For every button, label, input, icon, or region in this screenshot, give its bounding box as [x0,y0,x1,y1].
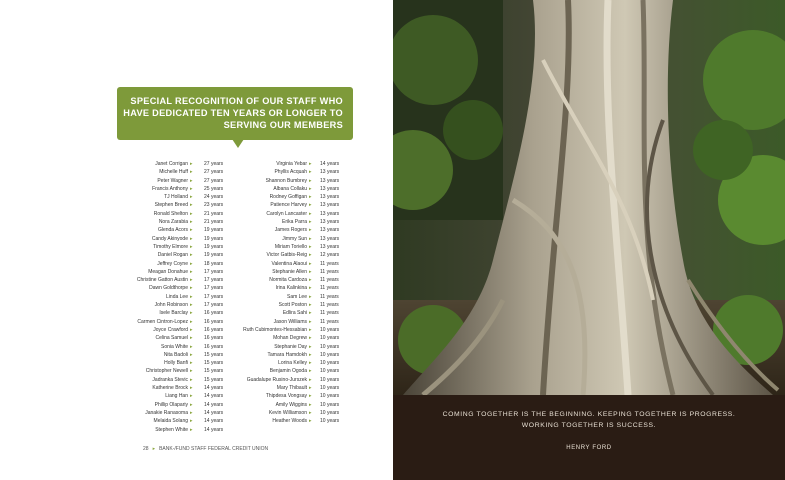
bullet-arrow-icon: ▸ [309,293,312,300]
right-page [393,0,785,480]
staff-years: 13 years [320,210,340,217]
staff-years: 16 years [204,343,224,350]
staff-row [112,226,252,234]
staff-years: 13 years [320,235,340,242]
staff-years: 16 years [204,326,224,333]
page-footer [143,446,268,452]
staff-name: Virginia Yebar [276,161,307,167]
staff-name: Ruth Cubimontes-Hessabian [243,326,307,333]
bullet-arrow-icon: ▸ [190,335,193,342]
bullet-arrow-icon: ▸ [309,376,312,383]
bullet-arrow-icon: ▸ [190,235,193,242]
staff-name: Kevin Williamson [268,409,307,416]
staff-row [112,260,252,268]
bullet-arrow-icon: ▸ [309,268,312,275]
staff-years: 10 years [320,343,340,350]
staff-years: 10 years [320,360,340,367]
staff-years: 27 years [204,161,224,167]
staff-years: 13 years [320,177,340,184]
staff-years: 14 years [204,418,224,425]
staff-years: 11 years [320,293,339,300]
staff-years: 16 years [204,335,224,342]
bullet-arrow-icon: ▸ [309,409,312,416]
staff-row [112,326,252,334]
bullet-arrow-icon: ▸ [190,252,193,259]
staff-row [235,417,375,425]
footer-org-name: BANK-/FUND STAFF FEDERAL CREDIT UNION [159,446,269,452]
staff-years: 14 years [204,409,224,416]
staff-row [112,376,252,384]
staff-years: 11 years [320,318,339,325]
quote-panel [393,395,785,480]
staff-row [112,185,252,193]
bullet-arrow-icon: ▸ [309,385,312,392]
quote-text [393,409,785,431]
bullet-arrow-icon: ▸ [190,318,193,325]
staff-name: Katherine Brock [152,385,188,392]
staff-years: 13 years [320,194,340,201]
quote-line-2: WORKING TOGETHER IS SUCCESS. [521,422,657,429]
staff-years: 11 years [320,277,339,284]
staff-row [235,268,375,276]
bullet-arrow-icon: ▸ [309,202,312,209]
staff-name: James Rogers [274,227,307,234]
bullet-arrow-icon: ▸ [309,243,312,250]
bullet-arrow-icon: ▸ [190,260,193,267]
staff-name: Shannon Bumbrey [265,177,307,184]
bullet-arrow-icon: ▸ [309,227,312,234]
bullet-arrow-icon: ▸ [309,185,312,192]
bullet-arrow-icon: ▸ [190,360,193,367]
staff-years: 21 years [204,219,224,226]
staff-name: Isele Barclay [159,310,188,317]
bullet-arrow-icon: ▸ [309,368,312,375]
staff-name: Christopher Newell [145,368,188,375]
staff-years: 10 years [320,409,340,416]
bullet-arrow-icon: ▸ [309,318,312,325]
staff-name: Victor Gatbis-Reig [266,252,307,259]
staff-row [112,384,252,392]
staff-name: Edlira Sahi [282,310,307,317]
staff-name: Thipdesa Vongsay [265,393,307,400]
staff-name: Jimmy Sun [282,235,307,242]
staff-row [235,326,375,334]
bullet-arrow-icon: ▸ [190,268,193,275]
staff-row [235,226,375,234]
staff-name: Linda Lee [166,293,188,300]
staff-name: Dawn Goldthorpe [149,285,188,292]
staff-name: Miriam Toriello [274,243,307,250]
staff-row [235,251,375,259]
staff-years: 12 years [320,252,340,259]
staff-name: Peter Wagner [157,177,188,184]
quote-author: HENRY FORD [566,445,612,451]
staff-name: Christine Gatton Austin [136,277,188,284]
staff-name: Lorina Kelley [278,360,307,367]
staff-list-left [112,160,252,434]
bullet-arrow-icon: ▸ [309,194,312,201]
staff-name: Valentina Alaoui [271,260,307,267]
staff-years: 14 years [320,161,340,167]
staff-name: Glenda Acors [157,227,188,234]
staff-row [112,351,252,359]
staff-row [112,160,252,168]
bullet-arrow-icon: ▸ [309,252,312,259]
staff-years: 13 years [320,185,340,192]
staff-name: Irina Kalinkina [275,285,307,292]
staff-row [112,243,252,251]
staff-years: 11 years [320,260,339,267]
staff-row [235,243,375,251]
staff-row [235,201,375,209]
staff-name: TJ Holland [164,194,188,201]
staff-name: Carmen Cintron-Lopez [137,318,188,325]
staff-row [112,426,252,434]
bullet-arrow-icon: ▸ [190,409,193,416]
staff-years: 15 years [204,360,224,367]
staff-row [235,218,375,226]
staff-name: Heather Woods [272,418,307,425]
staff-row [112,201,252,209]
staff-row [112,392,252,400]
staff-name: Nita Badoli [163,351,188,358]
staff-row [112,168,252,176]
staff-years: 10 years [320,368,340,375]
staff-name: Stephen Breed [154,202,188,209]
staff-row [235,185,375,193]
staff-name: Michelle Huff [159,169,188,176]
bullet-arrow-icon: ▸ [309,177,312,184]
bullet-arrow-icon: ▸ [190,393,193,400]
staff-row [112,284,252,292]
bullet-arrow-icon: ▸ [190,326,193,333]
page-number: 28 [143,446,149,452]
staff-years: 19 years [204,243,224,250]
staff-name: Mary Thibault [276,385,307,392]
staff-years: 21 years [204,210,224,217]
staff-name: Timothy Elmore [153,243,188,250]
staff-years: 24 years [204,194,224,201]
bullet-arrow-icon: ▸ [190,202,193,209]
staff-row [112,401,252,409]
staff-name: Patience Harvey [270,202,307,209]
staff-name: Mohan Degrew [273,335,307,342]
bullet-arrow-icon: ▸ [190,185,193,192]
bullet-arrow-icon: ▸ [309,310,312,317]
staff-row [235,168,375,176]
staff-row [112,343,252,351]
staff-name: Jason Williams [273,318,307,325]
staff-name: Jadranka Stevic [152,376,188,383]
staff-name: Liang Han [165,393,188,400]
staff-row [235,193,375,201]
staff-years: 14 years [204,426,224,433]
staff-row [235,235,375,243]
staff-years: 13 years [320,227,340,234]
staff-years: 17 years [204,285,224,292]
staff-years: 13 years [320,219,340,226]
staff-row [235,177,375,185]
bullet-arrow-icon: ▸ [309,210,312,217]
staff-years: 27 years [204,177,224,184]
bullet-arrow-icon: ▸ [190,210,193,217]
staff-row [112,318,252,326]
staff-row [112,301,252,309]
staff-list-right [235,160,375,426]
staff-row [235,309,375,317]
staff-row [112,409,252,417]
staff-name: Tamara Hamdokh [267,351,307,358]
bullet-arrow-icon: ▸ [190,385,193,392]
staff-years: 10 years [320,385,340,392]
staff-name: Jeffrey Coyne [157,260,188,267]
staff-years: 13 years [320,202,340,209]
tree-photo [393,0,785,395]
staff-name: Francis Anthony [152,185,188,192]
staff-row [235,293,375,301]
staff-years: 27 years [204,169,224,176]
staff-years: 19 years [204,235,224,242]
bullet-arrow-icon: ▸ [309,260,312,267]
staff-name: Nora Zarabia [158,219,188,226]
bullet-arrow-icon: ▸ [309,393,312,400]
bullet-arrow-icon: ▸ [190,177,193,184]
bullet-arrow-icon: ▸ [309,360,312,367]
staff-row [112,417,252,425]
staff-name: Sonia White [161,343,188,350]
bullet-arrow-icon: ▸ [309,401,312,408]
bullet-arrow-icon: ▸ [190,302,193,309]
staff-years: 11 years [320,302,339,309]
staff-row [112,276,252,284]
staff-name: Benjamin Ogoda [269,368,307,375]
staff-row [235,284,375,292]
staff-name: Holly Banfi [164,360,188,367]
quote-line-1: COMING TOGETHER IS THE BEGINNING. KEEPING TOGETHER IS PROGRESS. [442,411,736,418]
staff-row [235,367,375,375]
bullet-arrow-icon: ▸ [190,418,193,425]
bullet-arrow-icon: ▸ [190,310,193,317]
bullet-arrow-icon: ▸ [190,426,193,433]
staff-row [235,318,375,326]
staff-name: Janet Corrigan [155,161,188,167]
bullet-arrow-icon: ▸ [309,285,312,292]
staff-name: Celina Samuel [155,335,188,342]
staff-row [235,401,375,409]
staff-name: Guadalupe Rusino-Jurszek [246,376,307,383]
staff-name: Phyllis Acquah [274,169,307,176]
bullet-arrow-icon: ▸ [309,161,312,167]
bullet-arrow-icon: ▸ [309,343,312,350]
staff-years: 15 years [204,368,224,375]
staff-years: 25 years [204,185,224,192]
callout-pointer [232,139,244,148]
staff-name: Erika Parra [281,219,307,226]
staff-years: 19 years [204,227,224,234]
staff-years: 10 years [320,401,340,408]
staff-years: 17 years [204,293,224,300]
staff-years: 16 years [204,318,224,325]
bullet-arrow-icon: ▸ [190,169,193,176]
staff-name: Joyce Crawford [153,326,188,333]
staff-row [235,160,375,168]
bullet-arrow-icon: ▸ [190,227,193,234]
staff-years: 14 years [204,401,224,408]
recognition-callout [117,87,353,140]
staff-row [235,210,375,218]
staff-name: Ronald Shelton [153,210,188,217]
bullet-arrow-icon: ▸ [309,335,312,342]
staff-name: Rodney Goffigan [269,194,307,201]
staff-years: 14 years [204,385,224,392]
staff-row [235,376,375,384]
callout-title: SPECIAL RECOGNITION OF OUR STAFF WHO HAVE DEDICATED TEN YEARS OR LONGER TO SERVING OUR MEMBERS [123,96,343,130]
staff-row [112,218,252,226]
staff-row [112,177,252,185]
staff-years: 18 years [204,260,224,267]
staff-years: 13 years [320,243,340,250]
bullet-arrow-icon: ▸ [309,235,312,242]
staff-years: 15 years [204,376,224,383]
bullet-arrow-icon: ▸ [309,351,312,358]
staff-name: John Robinson [154,302,188,309]
staff-row [235,260,375,268]
bullet-arrow-icon: ▸ [190,293,193,300]
staff-years: 19 years [204,252,224,259]
staff-name: Phillip Olapariy [154,401,188,408]
staff-name: Daniel Rogan [157,252,188,259]
staff-years: 11 years [320,310,339,317]
staff-row [235,384,375,392]
bullet-arrow-icon: ▸ [190,351,193,358]
staff-years: 15 years [204,351,224,358]
staff-years: 16 years [204,310,224,317]
staff-row [112,235,252,243]
staff-years: 10 years [320,335,340,342]
bullet-arrow-icon: ▸ [309,326,312,333]
bullet-arrow-icon: ▸ [309,219,312,226]
staff-name: Sam Lee [286,293,307,300]
staff-row [112,293,252,301]
staff-name: Meagan Donahue [148,268,188,275]
staff-name: Albana Collaku [273,185,307,192]
bullet-arrow-icon: ▸ [190,368,193,375]
staff-years: 11 years [320,285,339,292]
staff-row [235,301,375,309]
staff-name: Carolyn Lancaster [266,210,307,217]
staff-row [112,367,252,375]
staff-name: Normita Cardoza [269,277,307,284]
staff-name: Melaida Solang [153,418,188,425]
staff-name: Stephanie Allen [272,268,307,275]
bullet-arrow-icon: ▸ [190,161,193,167]
staff-row [235,359,375,367]
footer-arrow-icon: ▸ [152,446,156,452]
staff-name: Stephanie Day [274,343,307,350]
bullet-arrow-icon: ▸ [190,219,193,226]
bullet-arrow-icon: ▸ [190,285,193,292]
staff-years: 17 years [204,302,224,309]
staff-years: 10 years [320,376,340,383]
staff-row [112,210,252,218]
staff-row [112,359,252,367]
bullet-arrow-icon: ▸ [309,277,312,284]
bullet-arrow-icon: ▸ [190,401,193,408]
staff-row [112,334,252,342]
staff-years: 17 years [204,268,224,275]
staff-years: 13 years [320,169,340,176]
bullet-arrow-icon: ▸ [190,343,193,350]
staff-row [112,309,252,317]
staff-row [112,268,252,276]
staff-row [235,334,375,342]
bullet-arrow-icon: ▸ [309,302,312,309]
staff-name: Amily Wiggins [275,401,307,408]
bullet-arrow-icon: ▸ [190,277,193,284]
staff-years: 10 years [320,418,340,425]
staff-row [235,343,375,351]
staff-years: 14 years [204,393,224,400]
bullet-arrow-icon: ▸ [190,194,193,201]
staff-row [112,251,252,259]
staff-years: 10 years [320,351,340,358]
staff-row [235,351,375,359]
staff-row [235,392,375,400]
staff-name: Scott Poston [278,302,307,309]
bullet-arrow-icon: ▸ [190,243,193,250]
staff-row [235,409,375,417]
bullet-arrow-icon: ▸ [309,418,312,425]
staff-years: 23 years [204,202,224,209]
staff-name: Candy Akinyode [151,235,188,242]
staff-years: 11 years [320,268,339,275]
staff-name: Janakie Ranasoma [145,409,188,416]
staff-row [235,276,375,284]
staff-years: 10 years [320,393,340,400]
staff-years: 10 years [320,326,340,333]
bullet-arrow-icon: ▸ [309,169,312,176]
staff-row [112,193,252,201]
staff-name: Stephen White [155,426,188,433]
bullet-arrow-icon: ▸ [190,376,193,383]
staff-years: 17 years [204,277,224,284]
